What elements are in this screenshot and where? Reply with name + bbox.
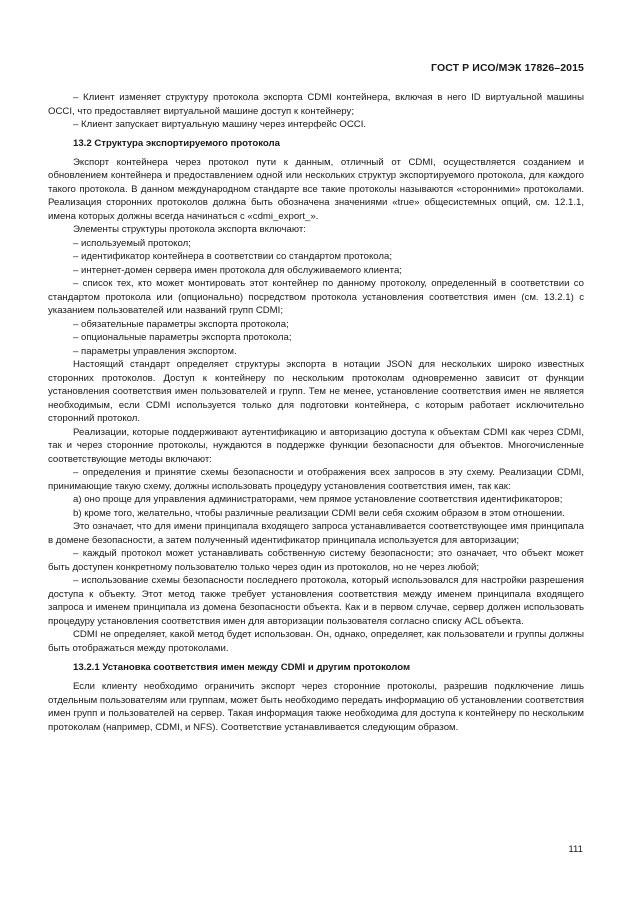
paragraph-7: Это означает, что для имени принципала входящего запроса устанавливается соответствующее имя принципала в домене безопасности, а затем полученный идентификатор принципала используется для авторизации;	[48, 521, 584, 546]
list-item: – параметры управления экспортом.	[73, 345, 237, 357]
list-item: b) кроме того, желательно, чтобы различные реализации CDMI вели себя схожим образом в этом отношении.	[73, 507, 565, 519]
paragraph-3: Экспорт контейнера через протокол пути к данным, отличный от CDMI, осуществляется созданием и обновлением контейнера и предоставлением одной или нескольких структур экспортируемого протокола, для каждого такого протокола. В данном международном стандарте все такие протоколы называются «сторонними» протоколами. Реализация сторонних протоколов должна быть обозначена значениями «true» общесистемных опций, см. 12.1.1, имена которых должны всегда начинаться с «cdmi_export_».	[48, 156, 584, 222]
paragraph-5: Настоящий стандарт определяет структуры экспорта в нотации JSON для нескольких широко известных сторонних протоколов. Доступ к контейнеру по нескольким протоколам одновременно зависит от функции установления соответствия имен пользователей и групп. Тем не менее, установление соответствия имен не является необходимым, если CDMI используется только для подготовки контейнера, с которым работает исключительно сторонний протокол.	[48, 359, 584, 424]
section-heading-13-2: 13.2 Структура экспортируемого протокола	[73, 137, 280, 149]
paragraph-2: – Клиент запускает виртуальную машину через интерфейс OCCI.	[73, 119, 367, 130]
list-item: – список тех, кто может монтировать этот контейнер по данному протоколу, определенный в соответствии со стандартом протокола или (опционально) посредством протокола установления соответствия имен (см. 13.2.1) с указанием пользователей или названий групп CDMI;	[48, 278, 584, 316]
list-item: – идентификатор контейнера в соответствии со стандартом протокола;	[73, 251, 392, 262]
list-item: – интернет-домен сервера имен протокола для обслуживаемого клиента;	[73, 264, 402, 276]
list-item: а) оно проще для управления администраторами, чем прямое установление соответствия идентификаторов;	[73, 494, 563, 505]
list-item: – каждый протокол может устанавливать собственную систему безопасности; это означает, что объект может быть доступен конкретному пользователю только через один из протоколов, но не через любой;	[48, 548, 584, 573]
section-heading-13-2-1: 13.2.1 Установка соответствия имен между CDMI и другим протоколом	[73, 662, 411, 673]
list-item: – использование схемы безопасности последнего протокола, который использовался для настройки разрешения доступа к объекту. Этот метод также требует установления соответствия между именем принципала входящего запроса и именем принципала из домена безопасности объекта. Как и в первом случае, сервер должен использовать процедуру установления соответствия имен для авторизации пользователя согласно списку ACL объекта.	[48, 575, 584, 627]
paragraph-8: CDMI не определяет, какой метод будет использован. Он, однако, определяет, как пользователи и группы должны быть отображаться между протоколами.	[48, 629, 584, 654]
paragraph-6: Реализации, которые поддерживают аутентификацию и авторизацию доступа к объектам CDMI как через CDMI, так и через сторонние протоколы, нуждаются в поддержке функции безопасности для объектов. Многочисленные соответствующие методы включают:	[48, 426, 584, 465]
list-item: – обязательные параметры экспорта протокола;	[73, 318, 289, 330]
document-header: ГОСТ Р ИСО/МЭК 17826–2015	[431, 62, 584, 74]
paragraph-4: Элементы структуры протокола экспорта включают:	[73, 224, 306, 235]
page-number: 111	[568, 844, 583, 855]
paragraph-9: Если клиенту необходимо ограничить экспорт через сторонние протоколы, разрешив подключение лишь отдельным пользователям или группам, может быть необходимо передать информацию об установлении соответствия имен групп и пользователей на сервер. Такая информация также необходима для доступа к контейнеру по нескольким протоколам (например, CDMI, и NFS). Соответствие устанавливается следующим образом.	[48, 681, 584, 733]
document-body	[48, 91, 584, 734]
list-item: – используемый протокол;	[73, 237, 191, 249]
list-item: – определения и принятие схемы безопасности и отображения всех запросов в эту схему. Реализации CDMI, принимающие такую схему, должны использовать процедуру установления соответствия имен, так как:	[48, 467, 584, 492]
paragraph-1: – Клиент изменяет структуру протокола экспорта CDMI контейнера, включая в него ID виртуальной машины OCCI, что предоставляет виртуальной машине доступ к контейнеру;	[48, 92, 584, 117]
list-item: – опциональные параметры экспорта протокола;	[73, 332, 292, 343]
